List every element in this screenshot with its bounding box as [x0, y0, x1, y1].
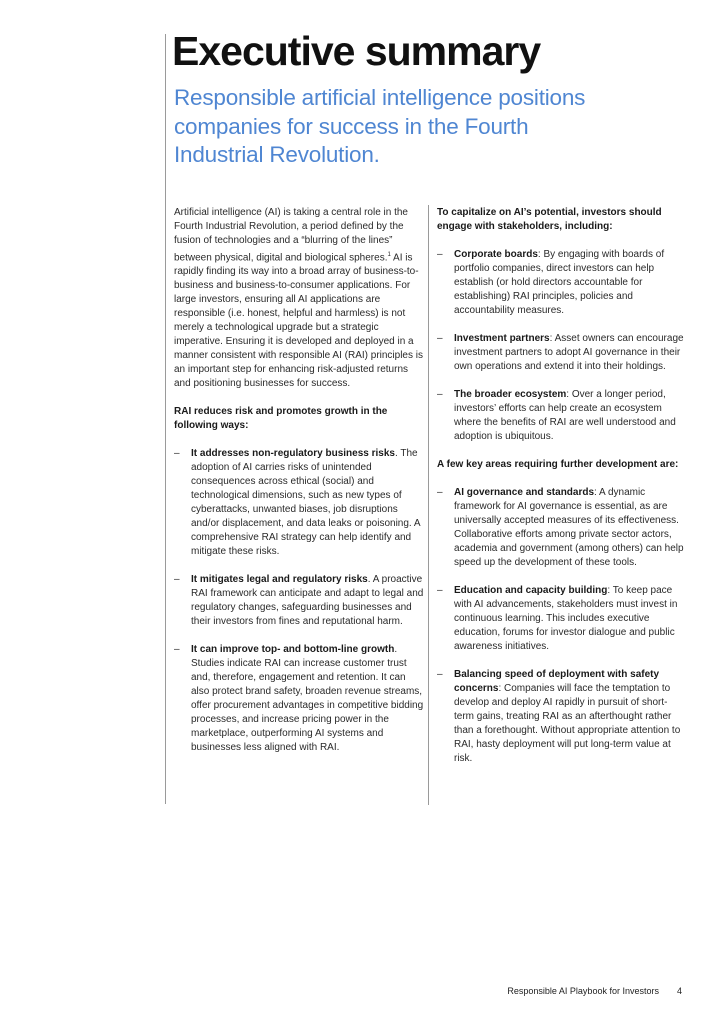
list-item: [174, 447, 424, 559]
list-item-text: : Companies will face the temptation to develop and deploy AI rapidly in pursuit of short-term gains, treating RAI as an afterthought rather than a forethought. Without appropriate attention to RAI, hasty deployment will put long-term value at risk.: [454, 683, 681, 764]
stakeholders-list: [437, 248, 687, 444]
list-item-text: : To keep pace with AI advancements, stakeholders must invest in continuous learning. This includes executive education, forums for investor dialogue and public awareness initiatives.: [454, 585, 678, 652]
dash-bullet: –: [174, 574, 180, 586]
dash-bullet: –: [437, 669, 443, 680]
list-item-title: Investment partners: [454, 333, 550, 344]
list-item-text: . The adoption of AI carries risks of unintended consequences across ethical (social) and technological dimensions, such as new types of cyberattacks, unwanted biases, job disruptions and/or displacement, and data leaks or poisoning. A comprehensive RAI strategy can help identify and mitigate these risks.: [191, 448, 421, 558]
list-item-title: AI governance and standards: [454, 487, 595, 498]
list-item-text: . A proactive RAI framework can anticipate and adapt to legal and regulatory changes, safeguarding businesses and their investors from fines and reputational harm.: [191, 574, 424, 628]
left-column: [174, 206, 424, 769]
intro-paragraph: [174, 206, 424, 391]
section-heading-development: A few key areas requiring further development are:: [437, 459, 679, 470]
development-areas-list: [437, 486, 687, 766]
dash-bullet: –: [174, 448, 180, 460]
dash-bullet: –: [437, 389, 443, 400]
dash-bullet: –: [437, 585, 443, 596]
rai-benefits-list: [174, 447, 424, 755]
publication-title: Responsible AI Playbook for Investors: [507, 986, 659, 996]
section-heading-stakeholders: To capitalize on AI’s potential, investors should engage with stakeholders, including:: [437, 207, 662, 232]
section-heading-rai: RAI reduces risk and promotes growth in the following ways:: [174, 406, 388, 432]
list-item-text: : A dynamic framework for AI governance is essential, as are universally accepted measures of its effectiveness. Collaborative efforts among private sector actors, academia and government (among others) can help speed up the development of these tools.: [454, 487, 684, 568]
list-item-title: It can improve top- and bottom-line growth: [191, 644, 395, 656]
dash-bullet: –: [437, 249, 443, 260]
list-item-title: It mitigates legal and regulatory risks: [191, 574, 368, 586]
dash-bullet: –: [437, 333, 443, 344]
intro-text: Artificial intelligence (AI) is taking a central role in the Fourth Industrial Revolution, a period defined by the fusion of technologies and a “blurring of the lines” between physical, digital and biological spheres.: [174, 207, 408, 264]
list-item-title: Education and capacity building: [454, 585, 608, 596]
list-item: [437, 486, 687, 570]
list-item: [437, 584, 687, 654]
footnote-ref: 1: [387, 252, 391, 258]
list-item: [437, 332, 687, 374]
list-item-title: Corporate boards: [454, 249, 538, 260]
page-subtitle: Responsible artificial intelligence positions companies for success in the Fourth Industrial Revolution.: [174, 85, 586, 167]
list-item: [437, 668, 687, 766]
left-rule: [165, 34, 166, 804]
list-item-title: Balancing speed of deployment with safety concerns: [454, 669, 660, 694]
right-column: [437, 206, 687, 780]
list-item-text: : Over a longer period, investors’ efforts can help create an ecosystem where the benefits of RAI are well understood and adoption is ubiquitous.: [454, 389, 676, 442]
page-number: 4: [676, 986, 682, 996]
list-item-text: : By engaging with boards of portfolio companies, direct investors can help establish (or hold directors accountable for establishing) RAI principles, policies and accountability measures.: [454, 249, 665, 316]
list-item: [174, 643, 424, 755]
list-item-title: The broader ecosystem: [454, 389, 567, 400]
dash-bullet: –: [437, 487, 443, 498]
list-item: [437, 388, 687, 444]
page-title: Executive summary: [172, 28, 541, 74]
intro-text-cont: AI is rapidly finding its way into a broad array of business-to-business and business-to-consumer applications. For large investors, ensuring all AI applications are responsible (i.e. honest, helpful and harmless) is not merely a technological upgrade but a strategic imperative. Ensuring it is developed and deployed in a manner consistent with responsible AI (RAI) principles is an important step for enhancing risk-adjusted returns and positioning businesses for success.: [174, 252, 423, 390]
list-item: [437, 248, 687, 318]
list-item: [174, 573, 424, 629]
column-divider: [428, 205, 429, 805]
list-item-text: : Asset owners can encourage investment partners to adopt AI governance in their own operations and extend it into their holdings.: [454, 333, 684, 372]
page-footer: [507, 985, 682, 997]
dash-bullet: –: [174, 644, 180, 656]
list-item-title: It addresses non-regulatory business risks: [191, 448, 395, 460]
list-item-text: . Studies indicate RAI can increase customer trust and, therefore, engagement and retention. It can also protect brand safety, broaden revenue streams, offer procurement advantages in competitive bidding processes, and increase pricing power in the marketplace, outperforming AI systems and businesses less aligned with RAI.: [191, 644, 424, 754]
